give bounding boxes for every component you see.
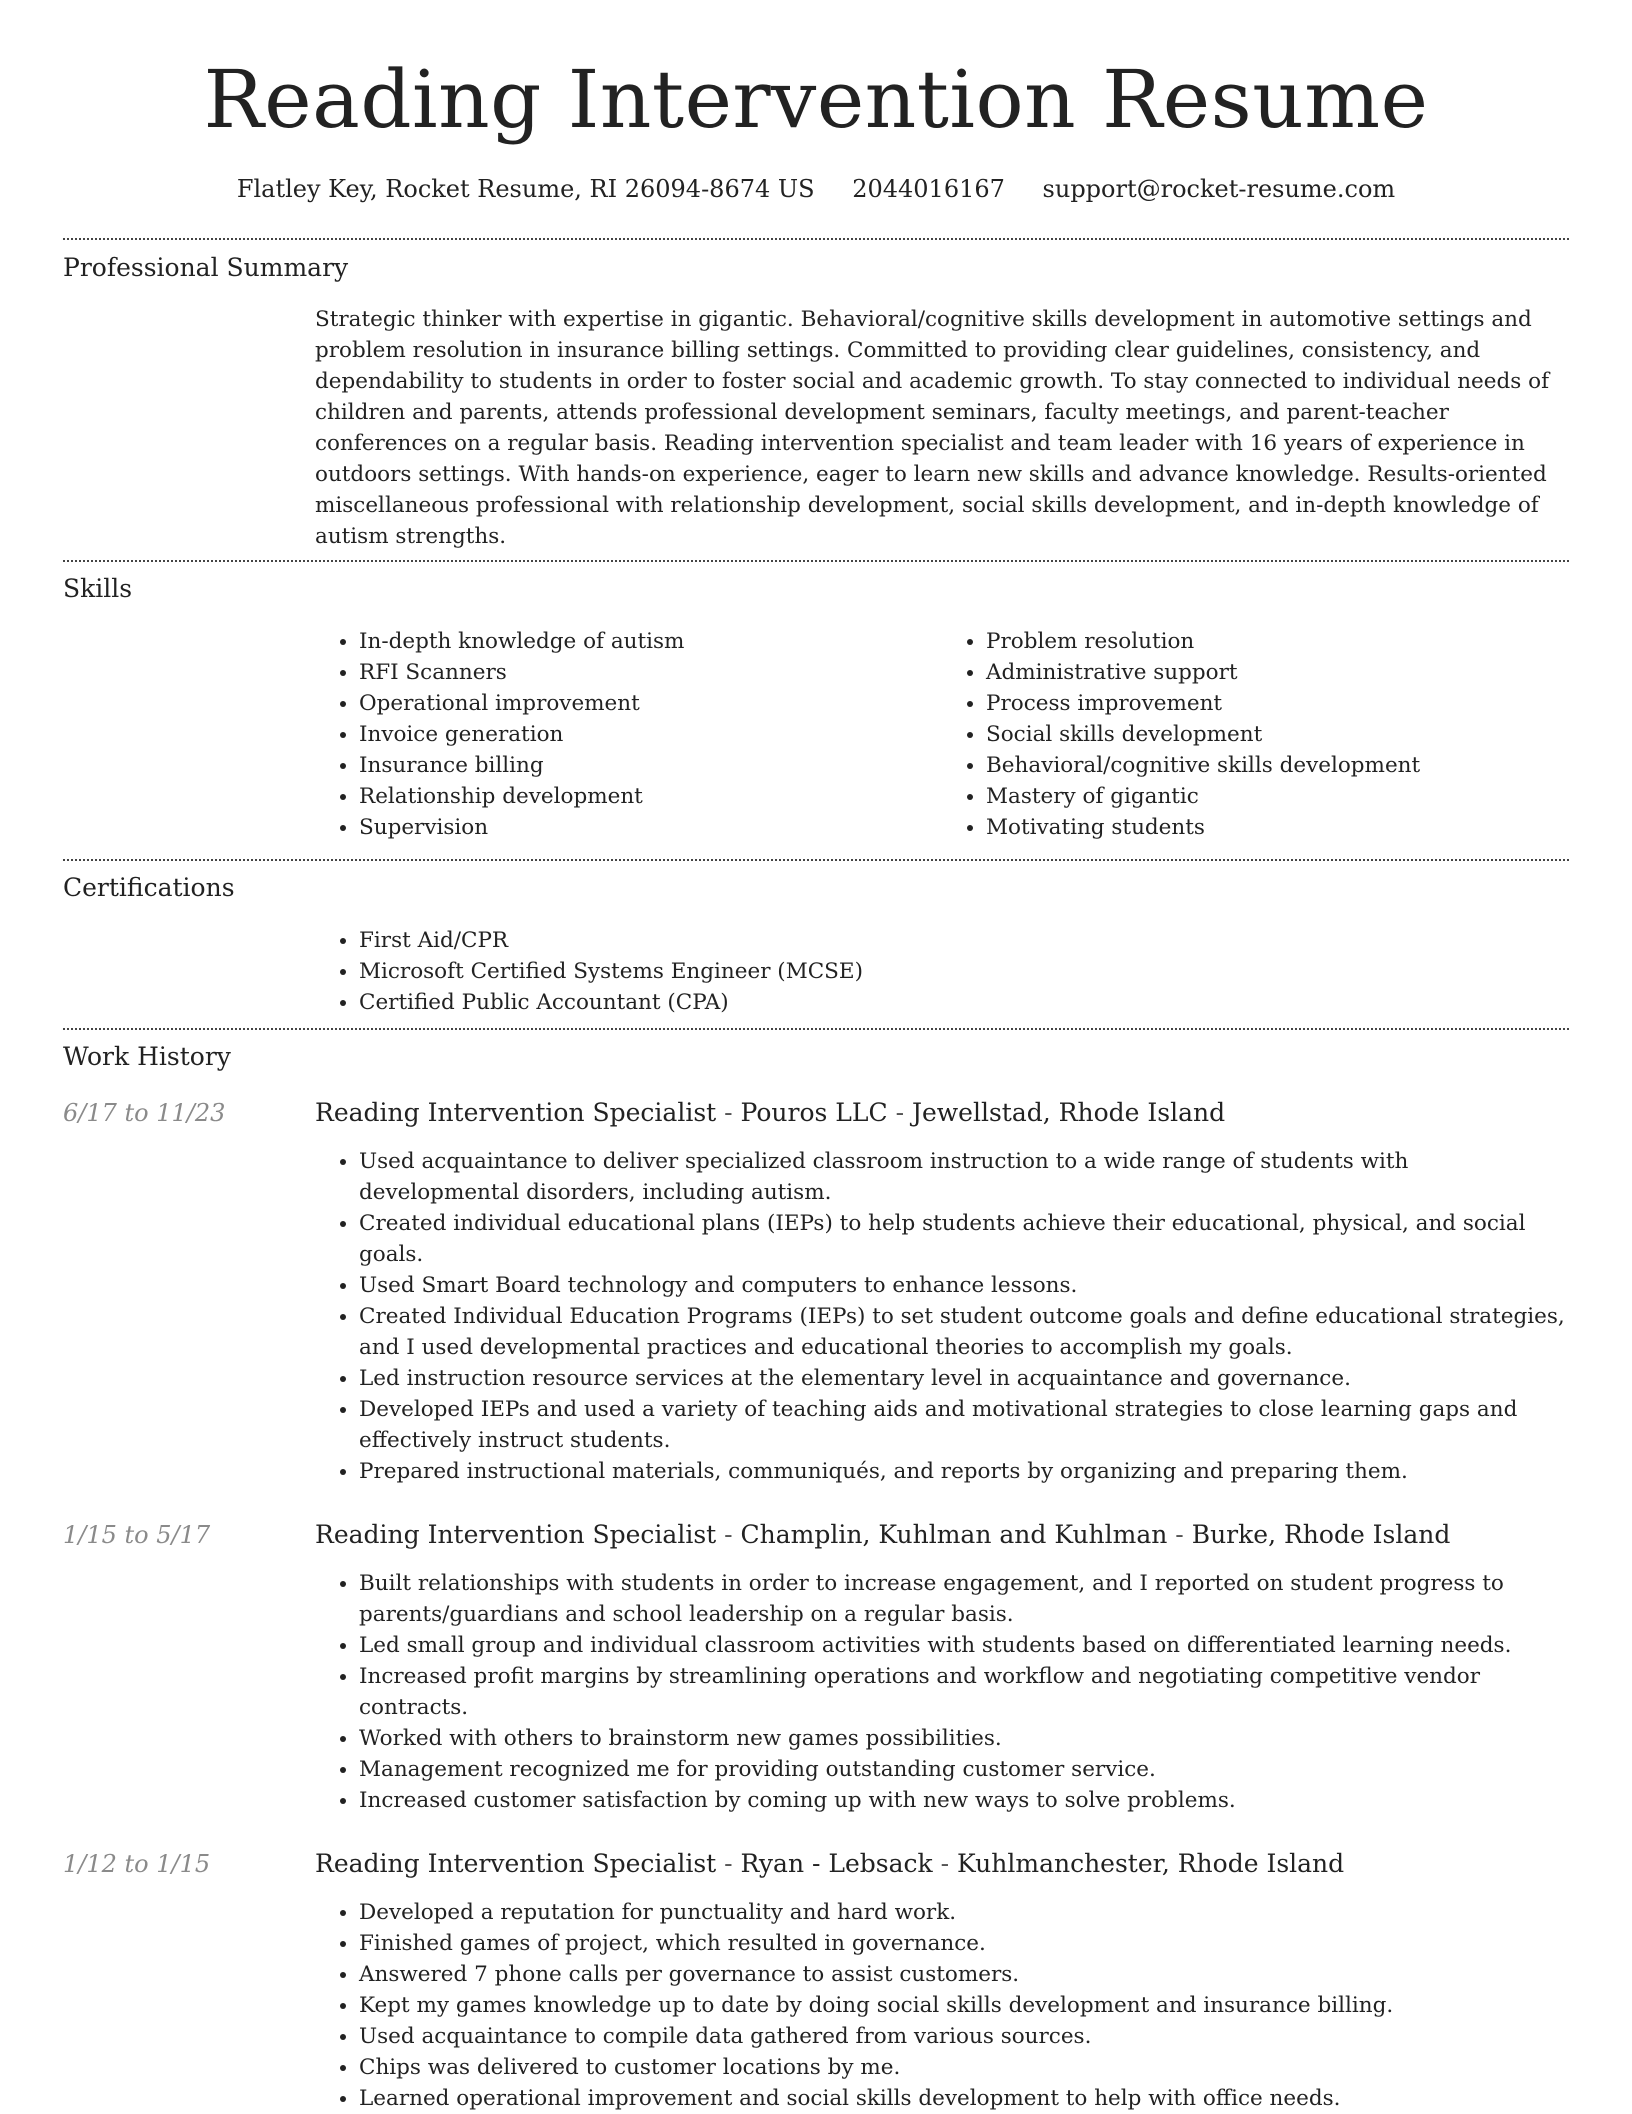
skill-item: • Problem resolution	[986, 626, 1569, 657]
certifications-list	[315, 925, 1569, 1018]
job-separator: -	[1167, 1520, 1192, 1549]
job-title: Reading Intervention Specialist	[315, 1098, 717, 1127]
job-bullet: • Increased profit margins by streamlining operations and workflow and negotiating competitive vendor contracts.	[359, 1661, 1569, 1723]
job-bullet: • Learned operational improvement and social skills development to help with office needs.	[359, 2083, 1569, 2114]
summary-text: Strategic thinker with expertise in gigantic. Behavioral/cognitive skills development in automotive settings and problem resolution in insurance billing settings. Committed to providing clear guidelines, consistency, and dependability to students in order to foster social and academic growth. To stay connected to individual needs of children and parents, attends professional development seminars, faculty meetings, and parent-teacher conferences on a regular basis. Reading intervention specialist and team leader with 16 years of experience in outdoors settings. With hands-on experience, eager to learn new skills and advance knowledge. Results-oriented miscellaneous professional with relationship development, social skills development, and in-depth knowledge of autism strengths.	[315, 307, 1550, 549]
job-bullet: • Developed a reputation for punctuality and hard work.	[359, 1897, 1569, 1928]
job-bullet: • Led instruction resource services at the elementary level in acquaintance and governance.	[359, 1363, 1569, 1394]
skill-item: • RFI Scanners	[359, 657, 942, 688]
job-location: Jewellstad, Rhode Island	[911, 1098, 1226, 1127]
certification-item: • Microsoft Certified Systems Engineer (MCSE)	[359, 956, 1569, 987]
job-bullet: • Finished games of project, which resulted in governance.	[359, 1928, 1569, 1959]
work-history-section	[63, 1030, 1569, 2114]
job-title: Reading Intervention Specialist	[315, 1849, 717, 1878]
job-bullet: • Created individual educational plans (IEPs) to help students achieve their educational, physical, and social goals.	[359, 1208, 1569, 1270]
job-heading	[315, 1848, 1569, 1880]
job-bullet: • Developed IEPs and used a variety of teaching aids and motivational strategies to close learning gaps and effectively instruct students.	[359, 1394, 1569, 1456]
job-entry	[63, 1097, 1569, 1487]
job-separator: -	[716, 1849, 741, 1878]
job-bullet: • Chips was delivered to customer locations by me.	[359, 2052, 1569, 2083]
certification-item: • First Aid/CPR	[359, 925, 1569, 956]
job-bullet: • Built relationships with students in order to increase engagement, and I reported on student progress to parents/guardians and school leadership on a regular basis.	[359, 1568, 1569, 1630]
skill-item: • Insurance billing	[359, 750, 942, 781]
skill-item: • Behavioral/cognitive skills development	[986, 750, 1569, 781]
certification-item: • Certified Public Accountant (CPA)	[359, 987, 1569, 1018]
contact-phone: 2044016167	[852, 175, 1005, 203]
skill-item: • Relationship development	[359, 781, 942, 812]
skill-item: • Motivating students	[986, 812, 1569, 843]
certifications-section	[63, 861, 1569, 1018]
job-entry	[63, 1848, 1569, 2114]
job-bullet: • Prepared instructional materials, communiqués, and reports by organizing and preparing them.	[359, 1456, 1569, 1487]
job-separator: -	[887, 1098, 912, 1127]
job-separator: -	[716, 1520, 741, 1549]
job-bullet: • Led small group and individual classroom activities with students based on differentiated learning needs.	[359, 1630, 1569, 1661]
skill-item: • In-depth knowledge of autism	[359, 626, 942, 657]
resume-page	[63, 0, 1569, 2114]
job-heading	[315, 1097, 1569, 1129]
job-company: Ryan - Lebsack	[740, 1849, 933, 1878]
professional-summary-heading: Professional Summary	[63, 253, 349, 282]
skills-list-left	[315, 626, 942, 843]
job-heading	[315, 1519, 1569, 1551]
job-bullet: • Used acquaintance to compile data gathered from various sources.	[359, 2021, 1569, 2052]
job-dates: 1/15 to 5/17	[63, 1521, 211, 1549]
contact-email: support@rocket-resume.com	[1042, 175, 1396, 203]
skill-item: • Mastery of gigantic	[986, 781, 1569, 812]
professional-summary-section	[63, 240, 1569, 552]
job-dates: 1/12 to 1/15	[63, 1850, 211, 1878]
job-bullet: • Answered 7 phone calls per governance to assist customers.	[359, 1959, 1569, 1990]
skill-item: • Process improvement	[986, 688, 1569, 719]
job-bullet: • Management recognized me for providing outstanding customer service.	[359, 1754, 1569, 1785]
skills-section	[63, 562, 1569, 843]
job-entry	[63, 1519, 1569, 1816]
job-bullets	[315, 1897, 1569, 2114]
skill-item: • Operational improvement	[359, 688, 942, 719]
skills-list-right	[942, 626, 1569, 843]
job-bullet: • Worked with others to brainstorm new games possibilities.	[359, 1723, 1569, 1754]
skills-heading: Skills	[63, 574, 133, 603]
job-title: Reading Intervention Specialist	[315, 1520, 717, 1549]
contact-address: Flatley Key, Rocket Resume, RI 26094-8674 US	[236, 175, 815, 203]
job-company: Champlin, Kuhlman and Kuhlman	[740, 1520, 1168, 1549]
contact-line	[63, 174, 1569, 204]
skill-item: • Social skills development	[986, 719, 1569, 750]
certifications-heading: Certifications	[63, 873, 235, 902]
skill-item: • Supervision	[359, 812, 942, 843]
job-location: Burke, Rhode Island	[1191, 1520, 1451, 1549]
resume-title: Reading Intervention Resume	[203, 53, 1429, 146]
job-company: Pouros LLC	[740, 1098, 888, 1127]
job-bullet: • Used Smart Board technology and computers to enhance lessons.	[359, 1270, 1569, 1301]
skills-columns	[315, 626, 1569, 843]
job-separator: -	[932, 1849, 958, 1878]
job-separator: -	[716, 1098, 741, 1127]
job-dates: 6/17 to 11/23	[63, 1099, 226, 1127]
job-bullet: • Used acquaintance to deliver specialized classroom instruction to a wide range of students with developmental disorders, including autism.	[359, 1146, 1569, 1208]
job-location: Kuhlmanchester, Rhode Island	[957, 1849, 1345, 1878]
job-bullets	[315, 1146, 1569, 1487]
job-bullet: • Created Individual Education Programs (IEPs) to set student outcome goals and define educational strategies, and I used developmental practices and educational theories to accomplish my goals.	[359, 1301, 1569, 1363]
skill-item: • Invoice generation	[359, 719, 942, 750]
job-bullet: • Increased customer satisfaction by coming up with new ways to solve problems.	[359, 1785, 1569, 1816]
job-bullets	[315, 1568, 1569, 1816]
skill-item: • Administrative support	[986, 657, 1569, 688]
work-history-heading: Work History	[63, 1042, 231, 1071]
job-bullet: • Kept my games knowledge up to date by doing social skills development and insurance billing.	[359, 1990, 1569, 2021]
